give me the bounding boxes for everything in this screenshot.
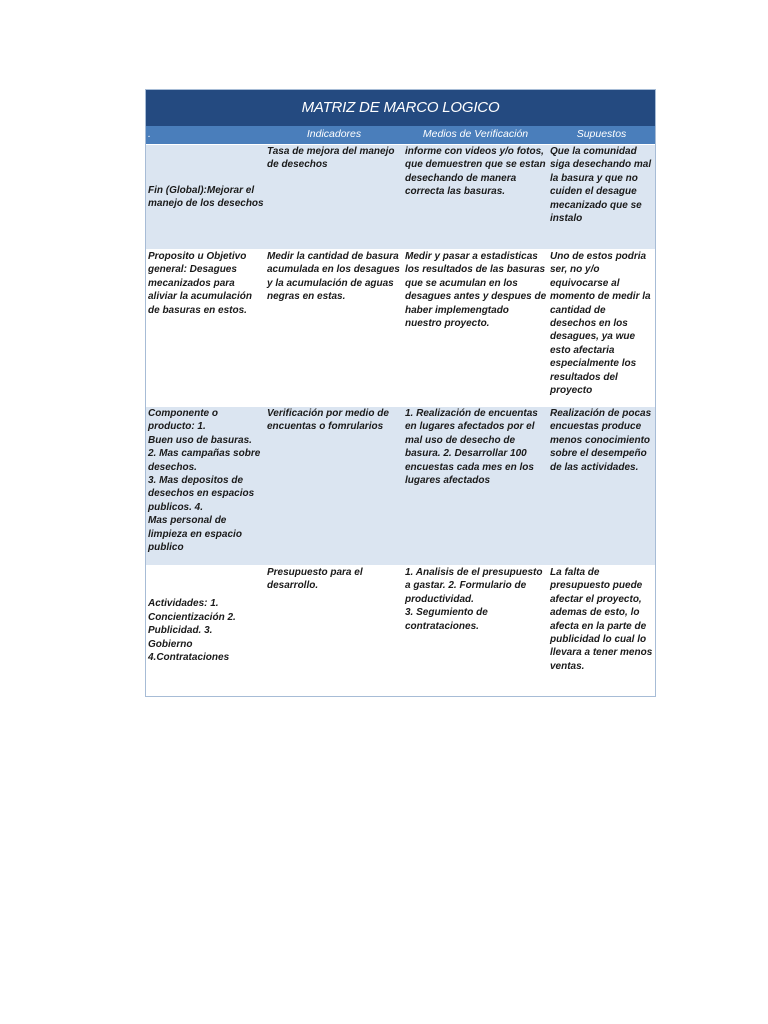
cell-objective-text: Actividades: 1. Concientización 2. Publicidad. 3. Gobierno 4.Contrataciones [148, 598, 236, 664]
cell-objective [146, 145, 265, 249]
cell-verification: 1. Analisis de el presupuesto a gastar. 2. Formulario de productividad. 3. Segumiento de contrataciones. [405, 567, 543, 632]
cell-assumptions: Uno de estos podria ser, no y/o equivocarse al momento de medir la cantidad de desechos en los desagues, ya wue esto afectaria especialmente los resultados del proyecto [550, 251, 651, 397]
matrix-row-componente [146, 407, 655, 566]
header-indicators: Indicadores [306, 128, 362, 141]
cell-indicators: Presupuesto para el desarrollo. [267, 567, 363, 592]
cell-verification: 1. Realización de encuentas en lugares afectados por el mal uso de desecho de basura. 2. Desarrollar 100 encuestas cada mes en los lugares afectados [405, 408, 538, 487]
cell-assumptions: Que la comunidad siga desechando mal la basura y que no cuiden el desague mecanizado que se instalo [550, 146, 652, 225]
matrix-row-actividades [146, 566, 655, 696]
cell-objective-text: Fin (Global):Mejorar el manejo de los desechos [148, 184, 264, 209]
cell-assumptions: Realización de pocas encuestas produce menos conocimiento sobre el desempeño de las actividades. [550, 408, 652, 473]
header-assumptions: Supuestos [576, 128, 627, 141]
cell-objective: Proposito u Objetivo general: Desagues mecanizados para aliviar la acumulación de basuras en estos. [148, 251, 252, 316]
cell-assumptions: La falta de presupuesto puede afectar el proyecto, ademas de esto, lo afecta en la parte de publicidad lo cual lo llevara a tener menos ventas. [550, 567, 653, 672]
matrix-row-fin [146, 145, 655, 250]
cell-objective: Componente o producto: 1. Buen uso de basuras. 2. Mas campañas sobre desechos. 3. Mas depositos de desechos en espacios publicos. 4. Mas personal de limpieza en espacio publico [148, 408, 261, 554]
cell-indicators: Verificación por medio de encuentas o fomrularios [267, 408, 389, 433]
matrix-title: MATRIZ DE MARCO LOGICO [146, 90, 655, 126]
header-objective: . [148, 128, 151, 141]
header-verification: Medios de Verificación [422, 128, 529, 141]
cell-verification: informe con videos y/o fotos, que demuestren que se estan desechando de manera correcta las basuras. [405, 146, 546, 198]
cell-indicators: Tasa de mejora del manejo de desechos [267, 146, 395, 171]
cell-objective [146, 566, 265, 696]
matrix-header-row [146, 126, 655, 145]
matrix-row-proposito [146, 250, 655, 407]
cell-indicators: Medir la cantidad de basura acumulada en los desagues y la acumulación de aguas negras en estas. [267, 251, 400, 303]
cell-verification: Medir y pasar a estadisticas los resultados de las basuras que se acumulan en los desagues antes y despues de haber implemengtado nuestro proyecto. [405, 251, 547, 330]
logical-framework-matrix [145, 89, 656, 697]
